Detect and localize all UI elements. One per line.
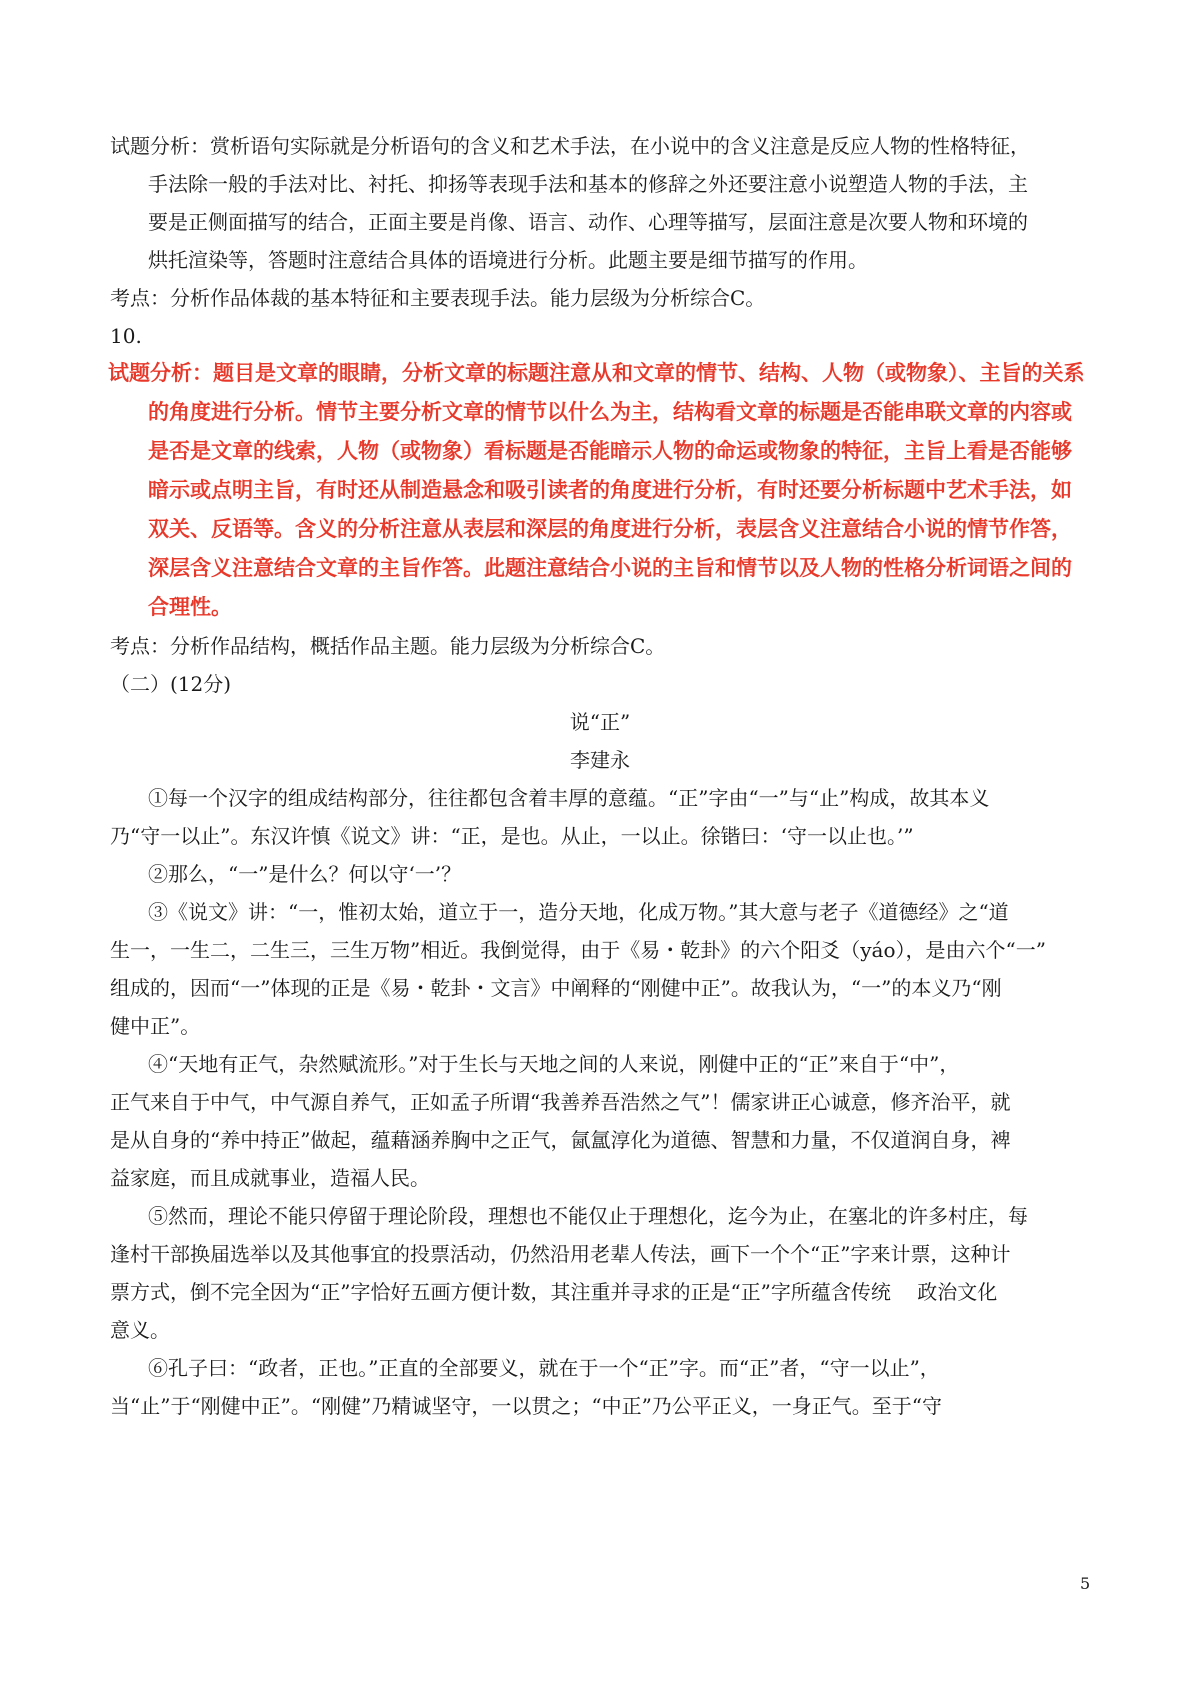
paragraph-3-line-3: 组成的，因而“一”体现的正是《易・乾卦・文言》中阐释的“刚健中正”。故我认为，“一”的本义乃“刚 xyxy=(110,976,1002,1000)
kaodian-10: 考点：分析作品结构，概括作品主题。能力层级为分析综合C。 xyxy=(110,634,666,658)
paragraph-3-line-2: 生一，一生二，二生三，三生万物”相近。我倒觉得，由于《易・乾卦》的六个阳爻（yáo），是由六个“一” xyxy=(110,938,1046,962)
analysis-10-line-5: 双关、反语等。含义的分析注意从表层和深层的角度进行分析，表层含义注意结合小说的情节作答， xyxy=(148,517,1072,541)
analysis-10-line-4: 暗示或点明主旨，有时还从制造悬念和吸引读者的角度进行分析，有时还要分析标题中艺术手法，如 xyxy=(148,478,1072,502)
paragraph-1-line-1: ①每一个汉字的组成结构部分，往往都包含着丰厚的意蕴。“正”字由“一”与“止”构成，故其本义 xyxy=(148,786,990,810)
question-number-10: 10. xyxy=(110,324,142,348)
analysis-10-line-2: 的角度进行分析。情节主要分析文章的情节以什么为主，结构看文章的标题是否能串联文章的内容或 xyxy=(148,400,1072,424)
paragraph-3-line-4: 健中正”。 xyxy=(110,1014,201,1038)
paragraph-1-line-2: 乃“守一以止”。东汉许慎《说文》讲：“正，是也。从止，一以止。徐锴曰：‘守一以止也。’” xyxy=(110,824,914,848)
analysis-10-line-3: 是否是文章的线索，人物（或物象）看标题是否能暗示人物的命运或物象的特征，主旨上看是否能够 xyxy=(148,439,1072,463)
paragraph-3-line-1: ③《说文》讲：“一，惟初太始，道立于一，造分天地，化成万物。”其大意与老子《道德经》之“道 xyxy=(148,900,1009,924)
analysis-10-line-1: 试题分析：题目是文章的眼睛，分析文章的标题注意从和文章的情节、结构、人物（或物象）、主旨的关系 xyxy=(108,361,1085,385)
page-number: 5 xyxy=(1080,1574,1091,1593)
paragraph-5-line-2: 逢村干部换届选举以及其他事宜的投票活动，仍然沿用老辈人传法，画下一个个“正”字来计票，这种计 xyxy=(110,1242,1011,1266)
paragraph-2-line-1: ②那么，“一”是什么？何以守‘一’？ xyxy=(148,862,462,886)
paragraph-6-line-2: 当“止”于“刚健中正”。“刚健”乃精诚坚守，一以贯之；“中正”乃公平正义，一身正气。至于“守 xyxy=(110,1394,943,1418)
paragraph-5-line-1: ⑤然而，理论不能只停留于理论阶段，理想也不能仅止于理想化，迄今为止，在塞北的许多村庄，每 xyxy=(148,1204,1028,1228)
article-author: 李建永 xyxy=(570,748,630,772)
analysis-9-line-3: 要是正侧面描写的结合，正面主要是肖像、语言、动作、心理等描写，层面注意是次要人物和环境的 xyxy=(148,210,1028,234)
analysis-9-line-4: 烘托渲染等，答题时注意结合具体的语境进行分析。此题主要是细节描写的作用。 xyxy=(148,248,868,272)
kaodian-9: 考点：分析作品体裁的基本特征和主要表现手法。能力层级为分析综合C。 xyxy=(110,286,766,310)
paragraph-4-line-2: 正气来自于中气，中气源自养气，正如孟子所谓“我善养吾浩然之气”！儒家讲正心诚意，修齐治平，就 xyxy=(110,1090,1011,1114)
analysis-10-line-7: 合理性。 xyxy=(148,595,232,619)
part-heading: （二）(12分) xyxy=(110,672,232,696)
paragraph-5-line-3: 票方式，倒不完全因为“正”字恰好五画方便计数，其注重并寻求的正是“正”字所蕴含传统 政治文化 xyxy=(110,1280,998,1304)
paragraph-6-line-1: ⑥孔子曰：“政者，正也。”正直的全部要义，就在于一个“正”字。而“正”者，“守一以止”， xyxy=(148,1356,940,1380)
analysis-10-line-6: 深层含义注意结合文章的主旨作答。此题注意结合小说的主旨和情节以及人物的性格分析词语之间的 xyxy=(148,556,1072,580)
article-title: 说“正” xyxy=(569,710,631,734)
paragraph-5-line-4: 意义。 xyxy=(110,1318,170,1342)
paragraph-4-line-3: 是从自身的“养中持正”做起，蕴藉涵养胸中之正气，氤氲淳化为道德、智慧和力量，不仅道润自身，裨 xyxy=(110,1128,1011,1152)
analysis-9-line-2: 手法除一般的手法对比、衬托、抑扬等表现手法和基本的修辞之外还要注意小说塑造人物的手法，主 xyxy=(148,172,1028,196)
analysis-9-line-1: 试题分析：赏析语句实际就是分析语句的含义和艺术手法，在小说中的含义注意是反应人物的性格特征， xyxy=(110,134,1030,158)
paragraph-4-line-4: 益家庭，而且成就事业，造福人民。 xyxy=(110,1166,430,1190)
paragraph-4-line-1: ④“天地有正气，杂然赋流形。”对于生长与天地之间的人来说，刚健中正的“正”来自于“中”， xyxy=(148,1052,960,1076)
